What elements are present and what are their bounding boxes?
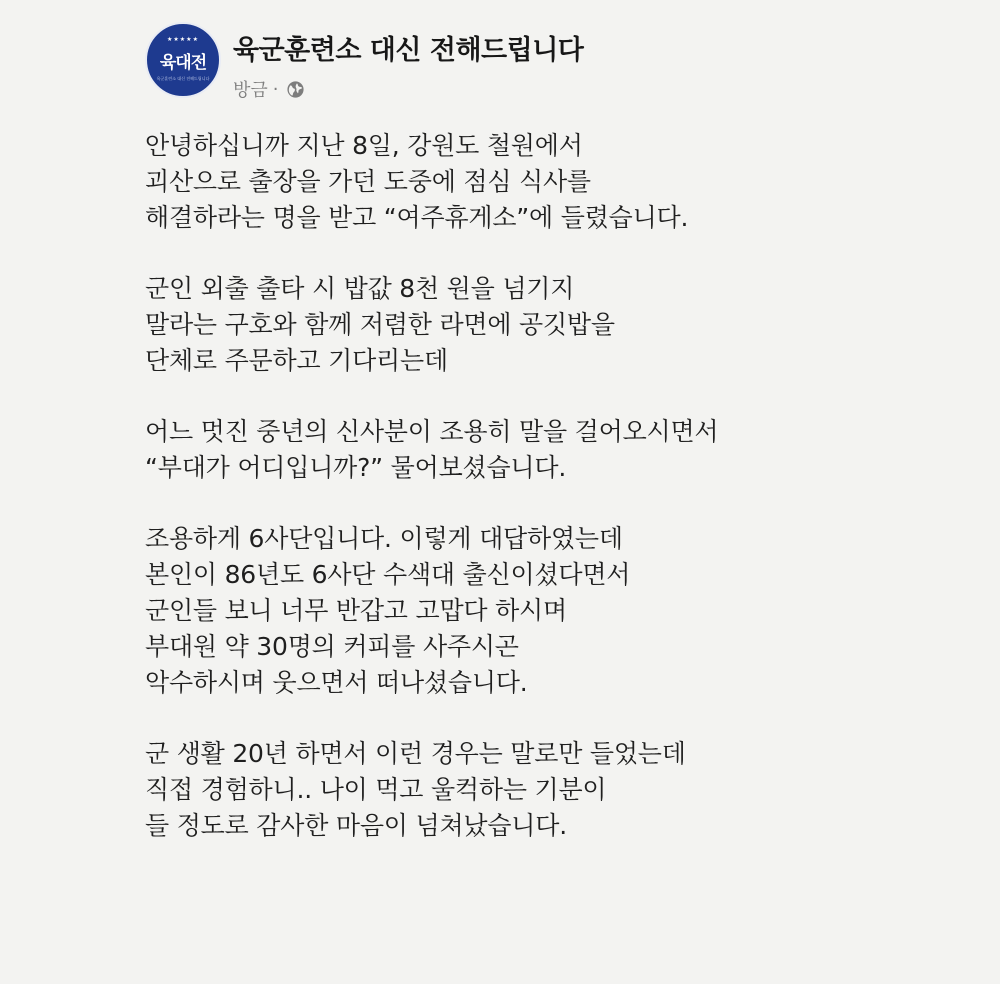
page-name[interactable]: 육군훈련소 대신 전해드립니다 <box>233 35 584 66</box>
avatar-subtext: 육군훈련소 대신 전해드립니다 <box>156 76 210 81</box>
post-text-line: 안녕하십니까 지난 8일, 강원도 철원에서 <box>145 131 583 160</box>
post-timestamp[interactable]: 방금 <box>233 80 268 101</box>
post-text-line: 군 생활 20년 하면서 이런 경우는 말로만 들었는데 <box>145 739 686 768</box>
post-paragraph <box>145 414 975 486</box>
post-text-line: 들 정도로 감사한 마음이 넘쳐났습니다. <box>145 811 567 840</box>
post-header <box>145 22 905 112</box>
post-text-line: 부대원 약 30명의 커피를 사주시곤 <box>145 632 519 661</box>
post-text-line: 어느 멋진 중년의 신사분이 조용히 말을 걸어오시면서 <box>145 417 719 446</box>
meta-separator: · <box>272 78 279 100</box>
post-text-line: 본인이 86년도 6사단 수색대 출신이셨다면서 <box>145 560 631 589</box>
post-text-line: 군인 외출 출타 시 밥값 8천 원을 넘기지 <box>145 274 575 303</box>
post-text-line: 말라는 구호와 함께 저렴한 라면에 공깃밥을 <box>145 310 615 339</box>
post-paragraph <box>145 521 975 701</box>
post-text-line: 조용하게 6사단입니다. 이렇게 대답하였는데 <box>145 524 623 553</box>
post-text-line: 해결하라는 명을 받고 “여주휴게소”에 들렸습니다. <box>145 203 689 232</box>
post-paragraph <box>145 128 975 236</box>
page-avatar[interactable] <box>145 22 221 98</box>
post-text-line: 군인들 보니 너무 반갑고 고맙다 하시며 <box>145 596 567 625</box>
post-text-line: 악수하시며 웃으면서 떠나셨습니다. <box>145 668 528 697</box>
globe-icon[interactable] <box>286 80 305 99</box>
post-meta <box>233 76 305 102</box>
post-text-line: “부대가 어디입니까?” 물어보셨습니다. <box>145 453 567 482</box>
post-paragraph <box>145 271 975 379</box>
post-text-line: 괴산으로 출장을 가던 도중에 점심 식사를 <box>145 167 591 196</box>
avatar-stars: ★★★★★ <box>167 36 199 43</box>
post-text-line: 직접 경험하니.. 나이 먹고 울컥하는 기분이 <box>145 775 607 804</box>
post-paragraph <box>145 736 975 844</box>
post-body <box>145 128 975 879</box>
avatar-logo-text: 육대전 <box>159 53 207 73</box>
post-text-line: 단체로 주문하고 기다리는데 <box>145 346 448 375</box>
